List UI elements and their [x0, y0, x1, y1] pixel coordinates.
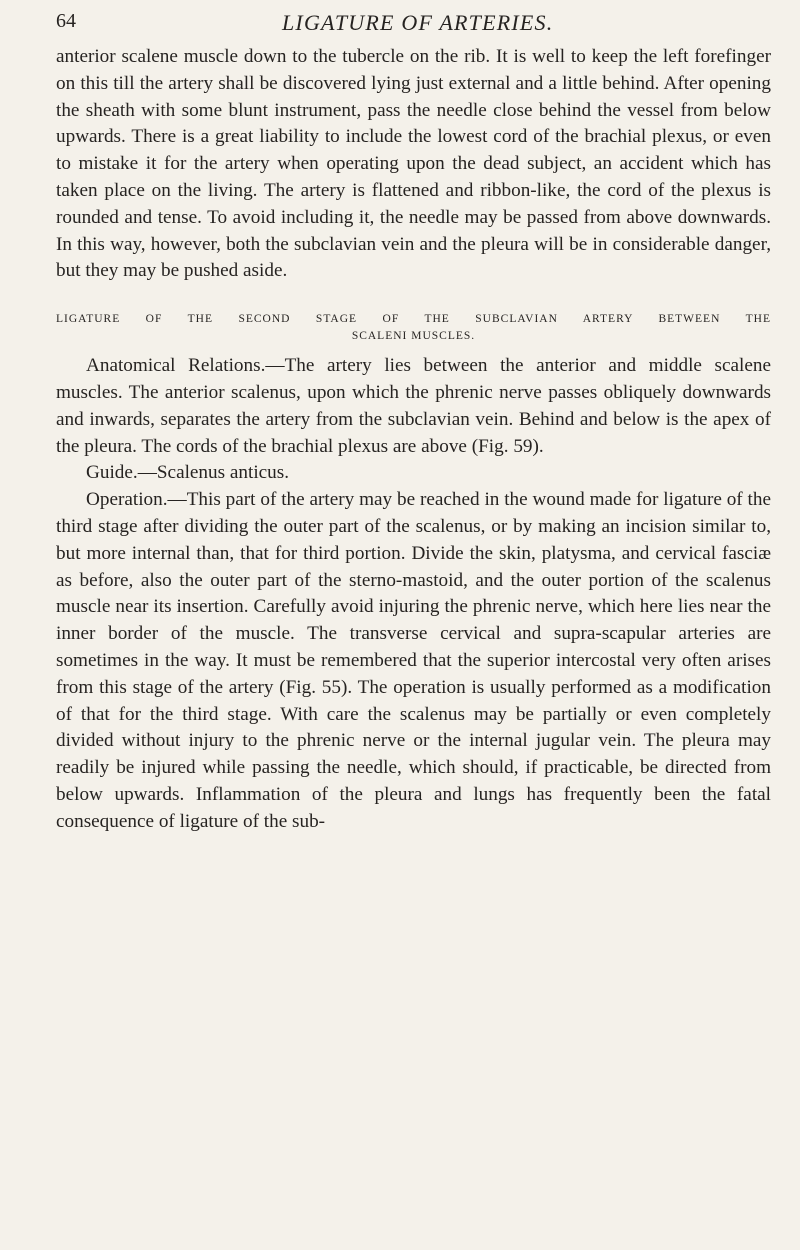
body-text [56, 44, 771, 836]
section-heading-line-2: SCALENI MUSCLES. [351, 330, 476, 343]
paragraph-anatomical-relations: Anatomical Relations.—The artery lies between the anterior and middle scalene muscles. The anterior scalenus, upon which the phrenic nerve passes obliquely downwards and inwards, separates the artery from the subclavian vein. Behind and below is the apex of the pleura. The cords of the brachial plexus are above (Fig. 59). [56, 355, 771, 457]
section-heading-line-1: LIGATURE OF THE SECOND STAGE OF THE SUBCLAVIAN ARTERY BETWEEN THE [56, 313, 771, 326]
page-number: 64 [56, 10, 76, 32]
paragraph-operation: Operation.—This part of the artery may be reached in the wound made for ligature of the third stage after dividing the outer part of the scalenus, or by making an incision similar to, but more internal than, that for third portion. Divide the skin, platysma, and cervical fasciæ as before, also the outer part of the sterno-mastoid, and the outer portion of the scalenus muscle near its insertion. Carefully avoid injuring the phrenic nerve, which here lies near the inner border of the muscle. The transverse cervical and supra-scapular arteries are sometimes in the way. It must be remembered that the superior intercostal very often arises from this stage of the artery (Fig. 55). The operation is usually performed as a modification of that for the third stage. With care the scalenus may be partially or even completely divided without injury to the phrenic nerve or the internal jugular vein. The pleura may readily be injured while passing the needle, which should, if practicable, be directed from below upwards. Inflammation of the pleura and lungs has frequently been the fatal consequence of ligature of the sub- [56, 489, 771, 832]
running-head [54, 6, 770, 40]
section-heading [56, 311, 771, 345]
running-title: LIGATURE OF ARTERIES. [282, 10, 554, 35]
paragraph-guide: Guide.—Scalenus anticus. [86, 462, 290, 484]
paragraph-continued: anterior scalene muscle down to the tubercle on the rib. It is well to keep the left forefinger on this till the artery shall be discovered lying just external and a little behind. After opening the sheath with some blunt instrument, pass the needle close behind the vessel from below upwards. There is a great liability to include the lowest cord of the brachial plexus, or even to mistake it for the artery when operating upon the dead subject, an accident which has taken place on the living. The artery is flattened and ribbon-like, the cord of the plexus is rounded and tense. To avoid including it, the needle may be passed from above downwards. In this way, however, both the subclavian vein and the pleura will be in considerable danger, but they may be pushed aside. [56, 46, 771, 282]
